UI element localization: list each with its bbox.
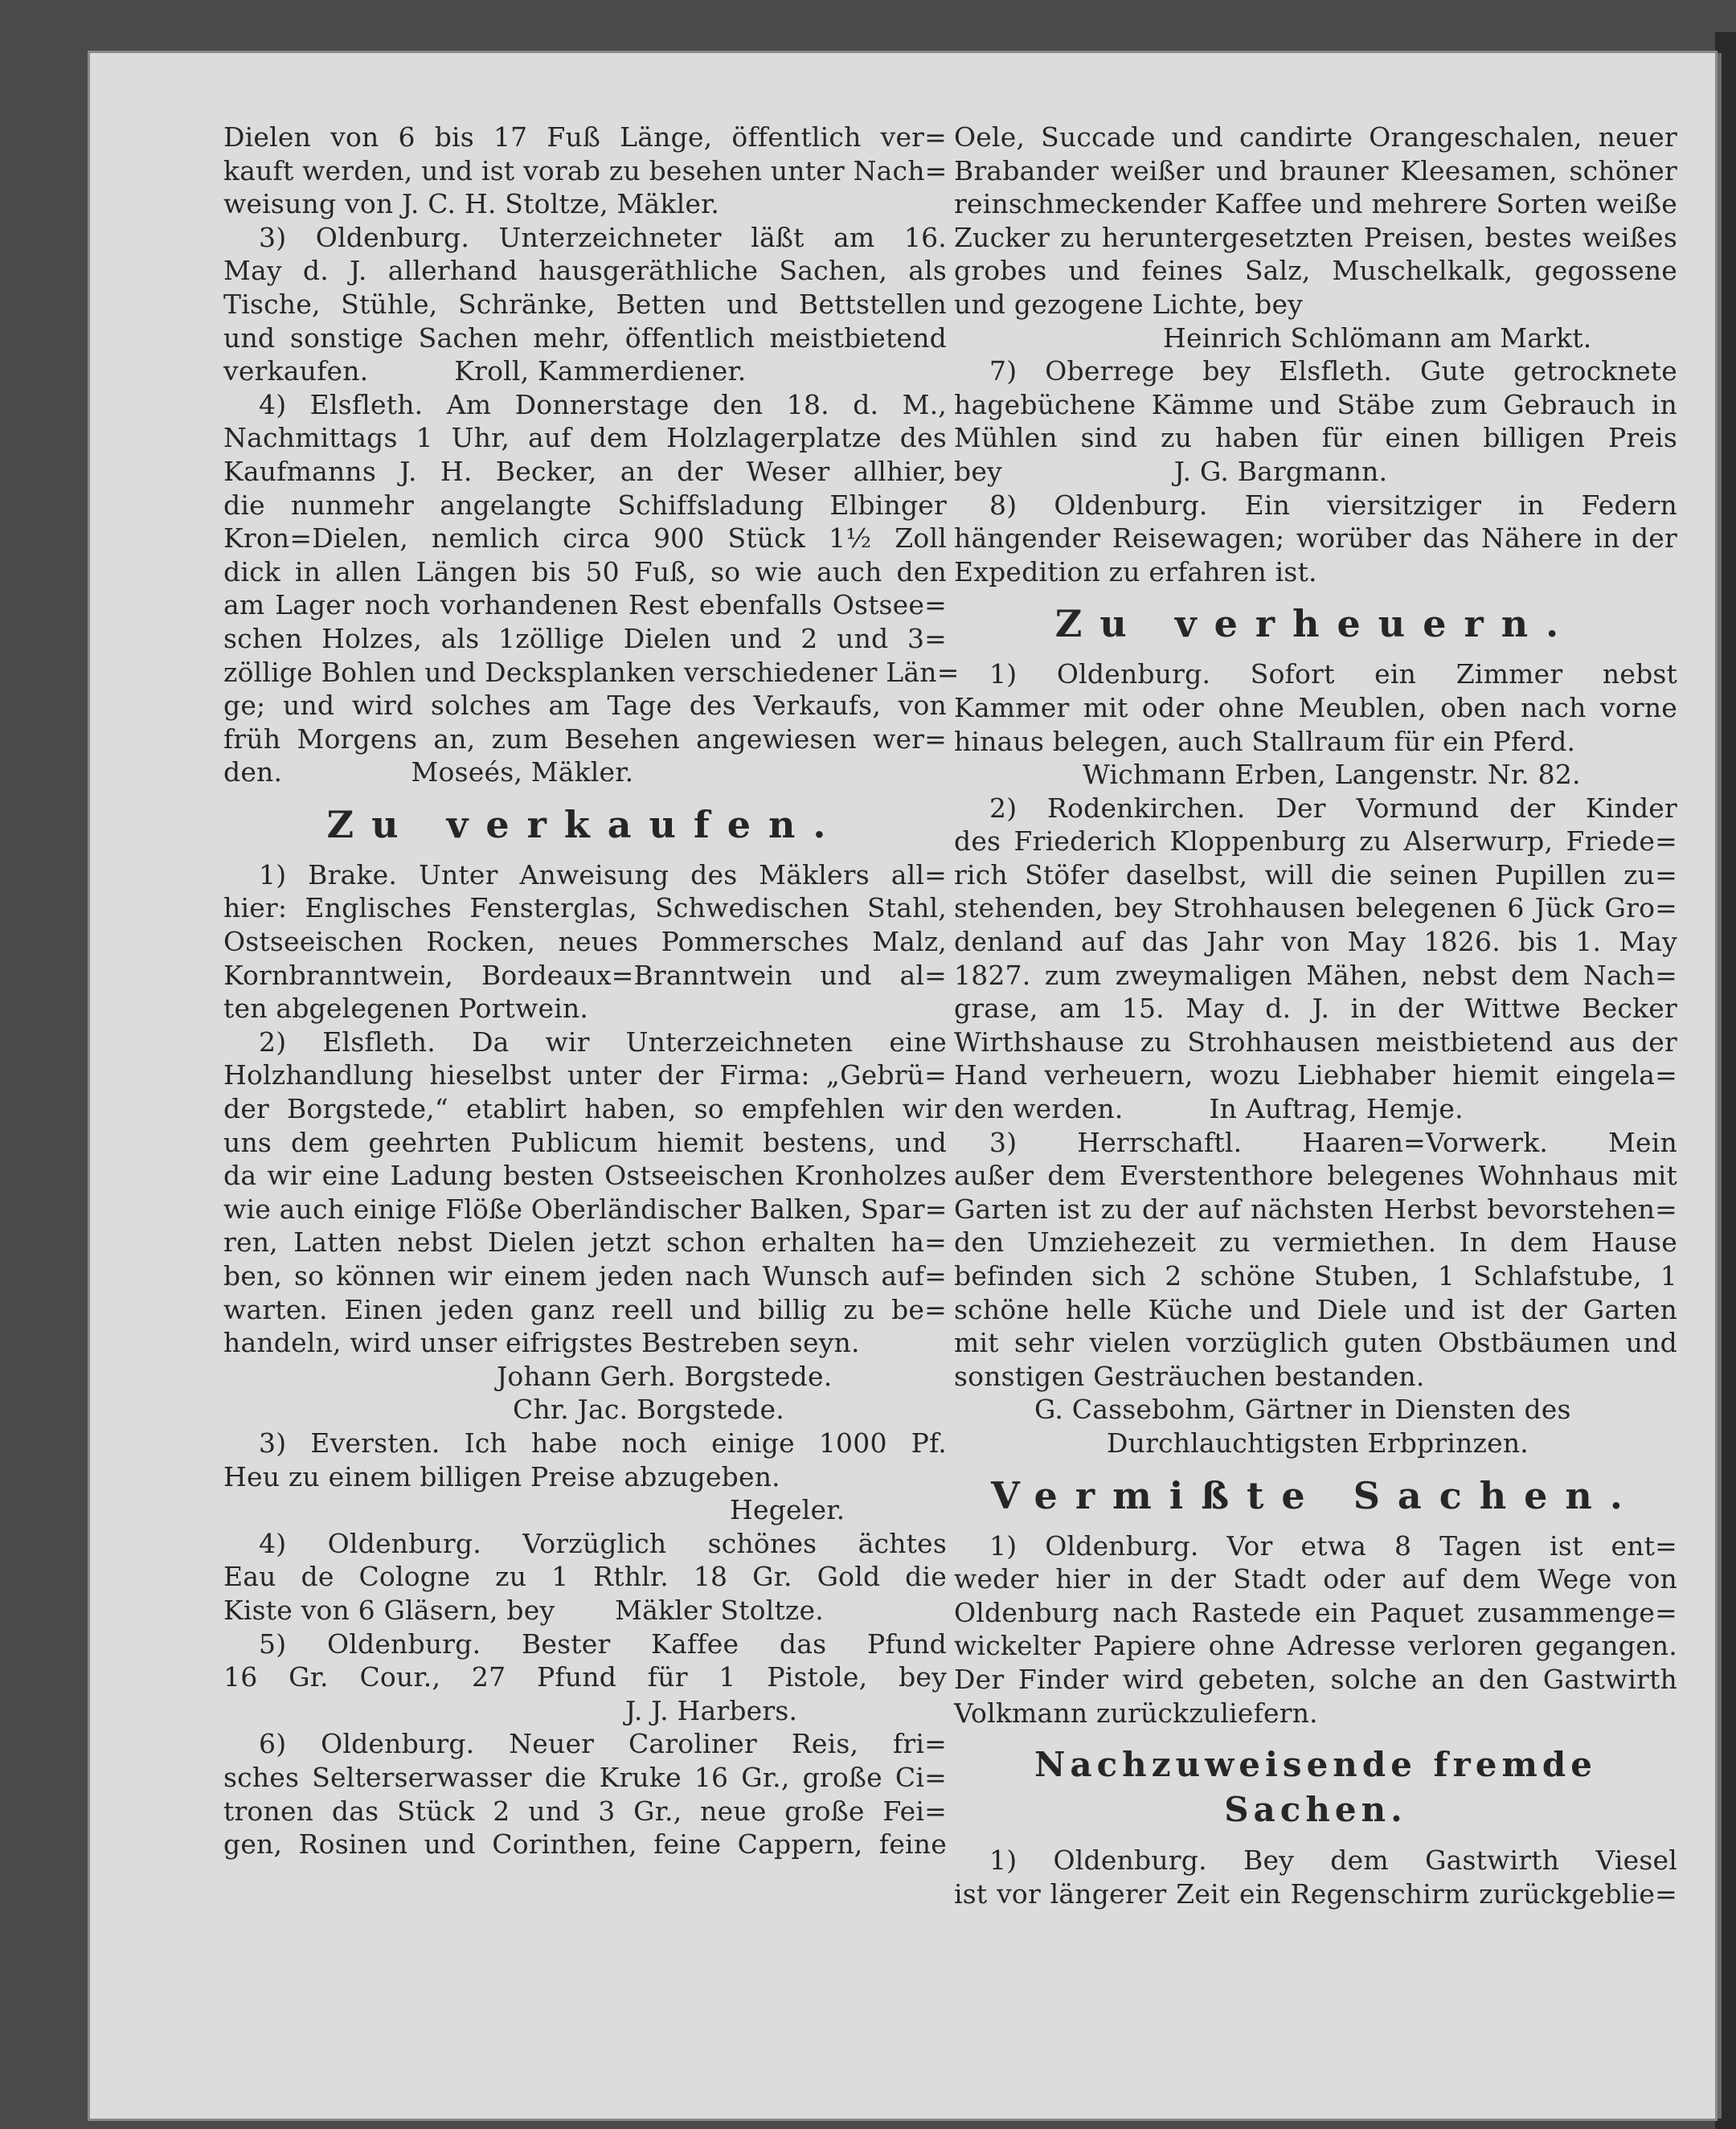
text-line: ten abgelegenen Portwein. bbox=[223, 993, 589, 1025]
text-line: 1827. zum zweymaligen Mähen, nebst dem Nach= bbox=[954, 959, 1677, 991]
text-line: rich Stöfer daselbst, will die seinen Pupillen zu= bbox=[954, 858, 1677, 890]
signature: G. Cassebohm, Gärtner in Diensten des bbox=[1034, 1394, 1571, 1426]
text-line: sonstigen Gesträuchen bestanden. bbox=[954, 1360, 1425, 1392]
sale-1-brake bbox=[223, 858, 947, 1026]
signature: Wichmann Erben, Langenstr. Nr. 82. bbox=[1083, 759, 1581, 791]
text-line: und sonstige Sachen mehr, öffentlich meistbietend bbox=[223, 321, 947, 354]
signature: Chr. Jac. Borgstede. bbox=[513, 1394, 784, 1426]
text-line: 2) Elsfleth. Da wir Unterzeichneten eine bbox=[259, 1026, 947, 1058]
section-heading-zu-verheuern: Zu verheuern. bbox=[1054, 602, 1577, 646]
text-line: dick in allen Längen bis 50 Fuß, so wie auch den bbox=[223, 555, 947, 588]
text-line: 7) Oberrege bey Elsfleth. Gute getrocknete bbox=[989, 355, 1677, 387]
text-line: 1) Oldenburg. Sofort ein Zimmer nebst bbox=[989, 658, 1677, 690]
notice-3-oldenburg bbox=[223, 221, 947, 388]
text-line: des Friederich Kloppenburg zu Alserwurp, Friede= bbox=[954, 825, 1677, 858]
text-line: Brabander weißer und brauner Kleesamen, schöner bbox=[954, 154, 1677, 186]
text-line: 3) Oldenburg. Unterzeichneter läßt am 16. bbox=[259, 221, 947, 253]
text-line: wickelter Papiere ohne Adresse verloren gegangen. bbox=[954, 1630, 1677, 1662]
text-line: Kiste von 6 Gläsern, bey Mäkler Stoltze. bbox=[223, 1594, 824, 1626]
text-line: Eau de Cologne zu 1 Rthlr. 18 Gr. Gold die bbox=[223, 1561, 947, 1593]
text-line: außer dem Everstenthore belegenes Wohnhaus mit bbox=[954, 1160, 1677, 1192]
signature: Johann Gerh. Borgstede. bbox=[497, 1360, 833, 1392]
text-line: Oele, Succade und candirte Orangeschalen, neuer bbox=[954, 121, 1677, 153]
text-line: 6) Oldenburg. Neuer Caroliner Reis, fri= bbox=[259, 1728, 947, 1760]
text-line: Ostseeischen Rocken, neues Pommersches Malz, bbox=[223, 926, 947, 958]
rent-3-haaren-vorwerk bbox=[954, 1126, 1677, 1460]
text-line: Dielen von 6 bis 17 Fuß Länge, öffentlich ver= bbox=[223, 121, 947, 153]
sale-5-oldenburg bbox=[223, 1627, 947, 1728]
sale-6-continued bbox=[954, 121, 1677, 354]
text-line: tronen das Stück 2 und 3 Gr., neue große Fei= bbox=[223, 1795, 947, 1827]
sale-3-eversten bbox=[223, 1427, 947, 1527]
text-line: Kron=Dielen, nemlich circa 900 Stück 1½ Zoll bbox=[223, 522, 947, 555]
text-line: Mühlen sind zu haben für einen billigen Preis bbox=[954, 422, 1677, 454]
text-line: da wir eine Ladung besten Ostseeischen Kronholzes bbox=[223, 1160, 947, 1192]
text-line: 8) Oldenburg. Ein viersitziger in Federn bbox=[989, 489, 1677, 521]
signature: Heinrich Schlömann am Markt. bbox=[1163, 321, 1592, 354]
text-line: der Borgstede,“ etablirt haben, so empfehlen wir bbox=[223, 1093, 947, 1125]
left-column bbox=[223, 121, 960, 1861]
text-line: uns dem geehrten Publicum hiemit bestens, und bbox=[223, 1126, 947, 1158]
text-line: May d. J. allerhand hausgeräthliche Sachen, als bbox=[223, 255, 947, 287]
text-line: kauft werden, und ist vorab zu besehen unter Nach= bbox=[223, 154, 948, 186]
text-line: 1) Brake. Unter Anweisung des Mäklers all= bbox=[259, 858, 947, 890]
text-line: denland auf das Jahr von May 1826. bis 1. May bbox=[954, 926, 1677, 958]
section-heading-zu-verkaufen: Zu verkaufen. bbox=[326, 802, 844, 846]
text-line: Der Finder wird gebeten, solche an den Gastwirth bbox=[954, 1663, 1677, 1695]
text-line: weisung von J. C. H. Stoltze, Mäkler. bbox=[223, 188, 720, 220]
text-line: Kaufmanns J. H. Becker, an der Weser allhier, bbox=[223, 455, 947, 487]
text-line: sches Selterserwasser die Kruke 16 Gr., große Ci= bbox=[223, 1761, 947, 1793]
text-line: 1) Oldenburg. Vor etwa 8 Tagen ist ent= bbox=[989, 1529, 1677, 1562]
found-1-oldenburg bbox=[954, 1844, 1677, 1910]
text-line: warten. Einen jeden ganz reell und billig zu be= bbox=[223, 1293, 947, 1325]
text-line: ben, so können wir einem jeden nach Wunsch auf= bbox=[223, 1260, 947, 1292]
text-line: ist vor längerer Zeit ein Regenschirm zurückgeblie= bbox=[954, 1877, 1677, 1910]
text-line: 16 Gr. Cour., 27 Pfund für 1 Pistole, bey bbox=[223, 1661, 947, 1693]
text-line: die nunmehr angelangte Schiffsladung Elbinger bbox=[223, 489, 947, 521]
text-line: zöllige Bohlen und Decksplanken verschiedener Län= bbox=[223, 656, 960, 688]
text-line: den Umziehezeit zu vermiethen. In dem Hause bbox=[954, 1226, 1677, 1259]
sale-4-oldenburg bbox=[223, 1527, 947, 1627]
text-line: den. Moseés, Mäkler. bbox=[223, 756, 634, 788]
text-line: ren, Latten nebst Dielen jetzt schon erhalten ha= bbox=[223, 1226, 947, 1259]
text-line: Kammer mit oder ohne Meublen, oben nach vorne bbox=[954, 691, 1677, 723]
right-column bbox=[954, 121, 1677, 1910]
text-line: 3) Herrschaftl. Haaren=Vorwerk. Mein bbox=[989, 1126, 1677, 1158]
section-heading-nachzuweisende-fremde-sachen: Nachzuweisende fremde Sachen. bbox=[1034, 1745, 1597, 1830]
text-line: hier: Englisches Fensterglas, Schwedischen Stahl, bbox=[223, 892, 947, 924]
text-line: 1) Oldenburg. Bey dem Gastwirth Viesel bbox=[989, 1844, 1677, 1877]
text-line: und gezogene Lichte, bey bbox=[954, 288, 1304, 320]
text-line: weder hier in der Stadt oder auf dem Wege von bbox=[954, 1563, 1677, 1595]
sale-8-oldenburg bbox=[954, 489, 1677, 589]
rent-2-rodenkirchen bbox=[954, 792, 1677, 1126]
sale-6-oldenburg bbox=[223, 1727, 947, 1861]
section-heading-vermisste-sachen: Vermißte Sachen. bbox=[991, 1473, 1640, 1517]
text-line: 3) Eversten. Ich habe noch einige 1000 Pf. bbox=[259, 1427, 947, 1459]
notice-4-elsfleth bbox=[223, 388, 960, 789]
text-line: gen, Rosinen und Corinthen, feine Cappern, feine bbox=[223, 1828, 947, 1861]
text-line: schöne helle Küche und Diele und ist der Garten bbox=[954, 1293, 1677, 1325]
text-line: hinaus belegen, auch Stallraum für ein Pferd. bbox=[954, 725, 1576, 757]
text-line: den werden. In Auftrag, Hemje. bbox=[954, 1093, 1464, 1125]
text-line: hängender Reisewagen; worüber das Nähere in der bbox=[954, 522, 1677, 555]
text-line: Expedition zu erfahren ist. bbox=[954, 555, 1317, 588]
text-line: mit sehr vielen vorzüglich guten Obstbäumen und bbox=[954, 1327, 1677, 1359]
signature: Hegeler. bbox=[730, 1494, 845, 1526]
text-line: 2) Rodenkirchen. Der Vormund der Kinder bbox=[989, 792, 1677, 824]
text-line: stehenden, bey Strohhausen belegenen 6 Jück Gro= bbox=[954, 892, 1677, 924]
text-line: Heu zu einem billigen Preise abzugeben. bbox=[223, 1460, 780, 1492]
text-line: Hand verheuern, wozu Liebhaber hiemit eingela= bbox=[954, 1059, 1677, 1091]
text-line: schen Holzes, als 1zöllige Dielen und 2 und 3= bbox=[223, 622, 947, 654]
text-line: Oldenburg nach Rastede ein Paquet zusammenge= bbox=[954, 1596, 1677, 1628]
page-edge bbox=[1715, 32, 1736, 2129]
text-line: verkaufen. Kroll, Kammerdiener. bbox=[223, 355, 747, 387]
text-line: wie auch einige Flöße Oberländischer Balken, Spar= bbox=[223, 1193, 948, 1225]
text-line: Holzhandlung hieselbst unter der Firma: „Gebrü= bbox=[223, 1059, 947, 1091]
text-line: reinschmeckender Kaffee und mehrere Sorten weiße bbox=[954, 188, 1677, 220]
sale-7-oberrege bbox=[954, 354, 1677, 488]
text-line: Volkmann zurückzuliefern. bbox=[954, 1697, 1318, 1729]
sale-2-elsfleth bbox=[223, 1026, 947, 1427]
text-line: befinden sich 2 schöne Stuben, 1 Schlafstube, 1 bbox=[954, 1260, 1677, 1292]
text-line: Zucker zu heruntergesetzten Preisen, bestes weißes bbox=[954, 221, 1677, 253]
text-line: 5) Oldenburg. Bester Kaffee das Pfund bbox=[259, 1627, 947, 1660]
text-line: am Lager noch vorhandenen Rest ebenfalls Ostsee= bbox=[223, 589, 947, 621]
text-line: Garten ist zu der auf nächsten Herbst bevorstehen= bbox=[954, 1193, 1677, 1225]
signature: Durchlauchtigsten Erbprinzen. bbox=[1107, 1427, 1529, 1459]
signature: J. J. Harbers. bbox=[625, 1694, 798, 1726]
text-line: früh Morgens an, zum Besehen angewiesen wer= bbox=[223, 723, 947, 755]
text-line: 4) Oldenburg. Vorzüglich schönes ächtes bbox=[259, 1527, 947, 1559]
text-line: Kornbranntwein, Bordeaux=Branntwein und al= bbox=[223, 959, 947, 991]
text-line: Tische, Stühle, Schränke, Betten und Bettstellen bbox=[223, 288, 947, 320]
rent-1-oldenburg bbox=[954, 657, 1677, 791]
text-line: handeln, wird unser eifrigstes Bestreben seyn. bbox=[223, 1327, 860, 1359]
text-line: Nachmittags 1 Uhr, auf dem Holzlagerplatze des bbox=[223, 422, 947, 454]
text-line: 4) Elsfleth. Am Donnerstage den 18. d. M., bbox=[259, 388, 947, 420]
notice-continued bbox=[223, 121, 947, 221]
text-line: ge; und wird solches am Tage des Verkaufs, von bbox=[223, 690, 947, 722]
text-line: bey J. G. Bargmann. bbox=[954, 455, 1388, 487]
lost-1-oldenburg bbox=[954, 1529, 1677, 1730]
text-line: grase, am 15. May d. J. in der Wittwe Becker bbox=[954, 993, 1677, 1025]
text-line: hagebüchene Kämme und Stäbe zum Gebrauch in bbox=[954, 388, 1677, 420]
text-line: Wirthshause zu Strohhausen meistbietend aus der bbox=[954, 1026, 1677, 1058]
text-line: grobes und feines Salz, Muschelkalk, gegossene bbox=[954, 255, 1677, 287]
